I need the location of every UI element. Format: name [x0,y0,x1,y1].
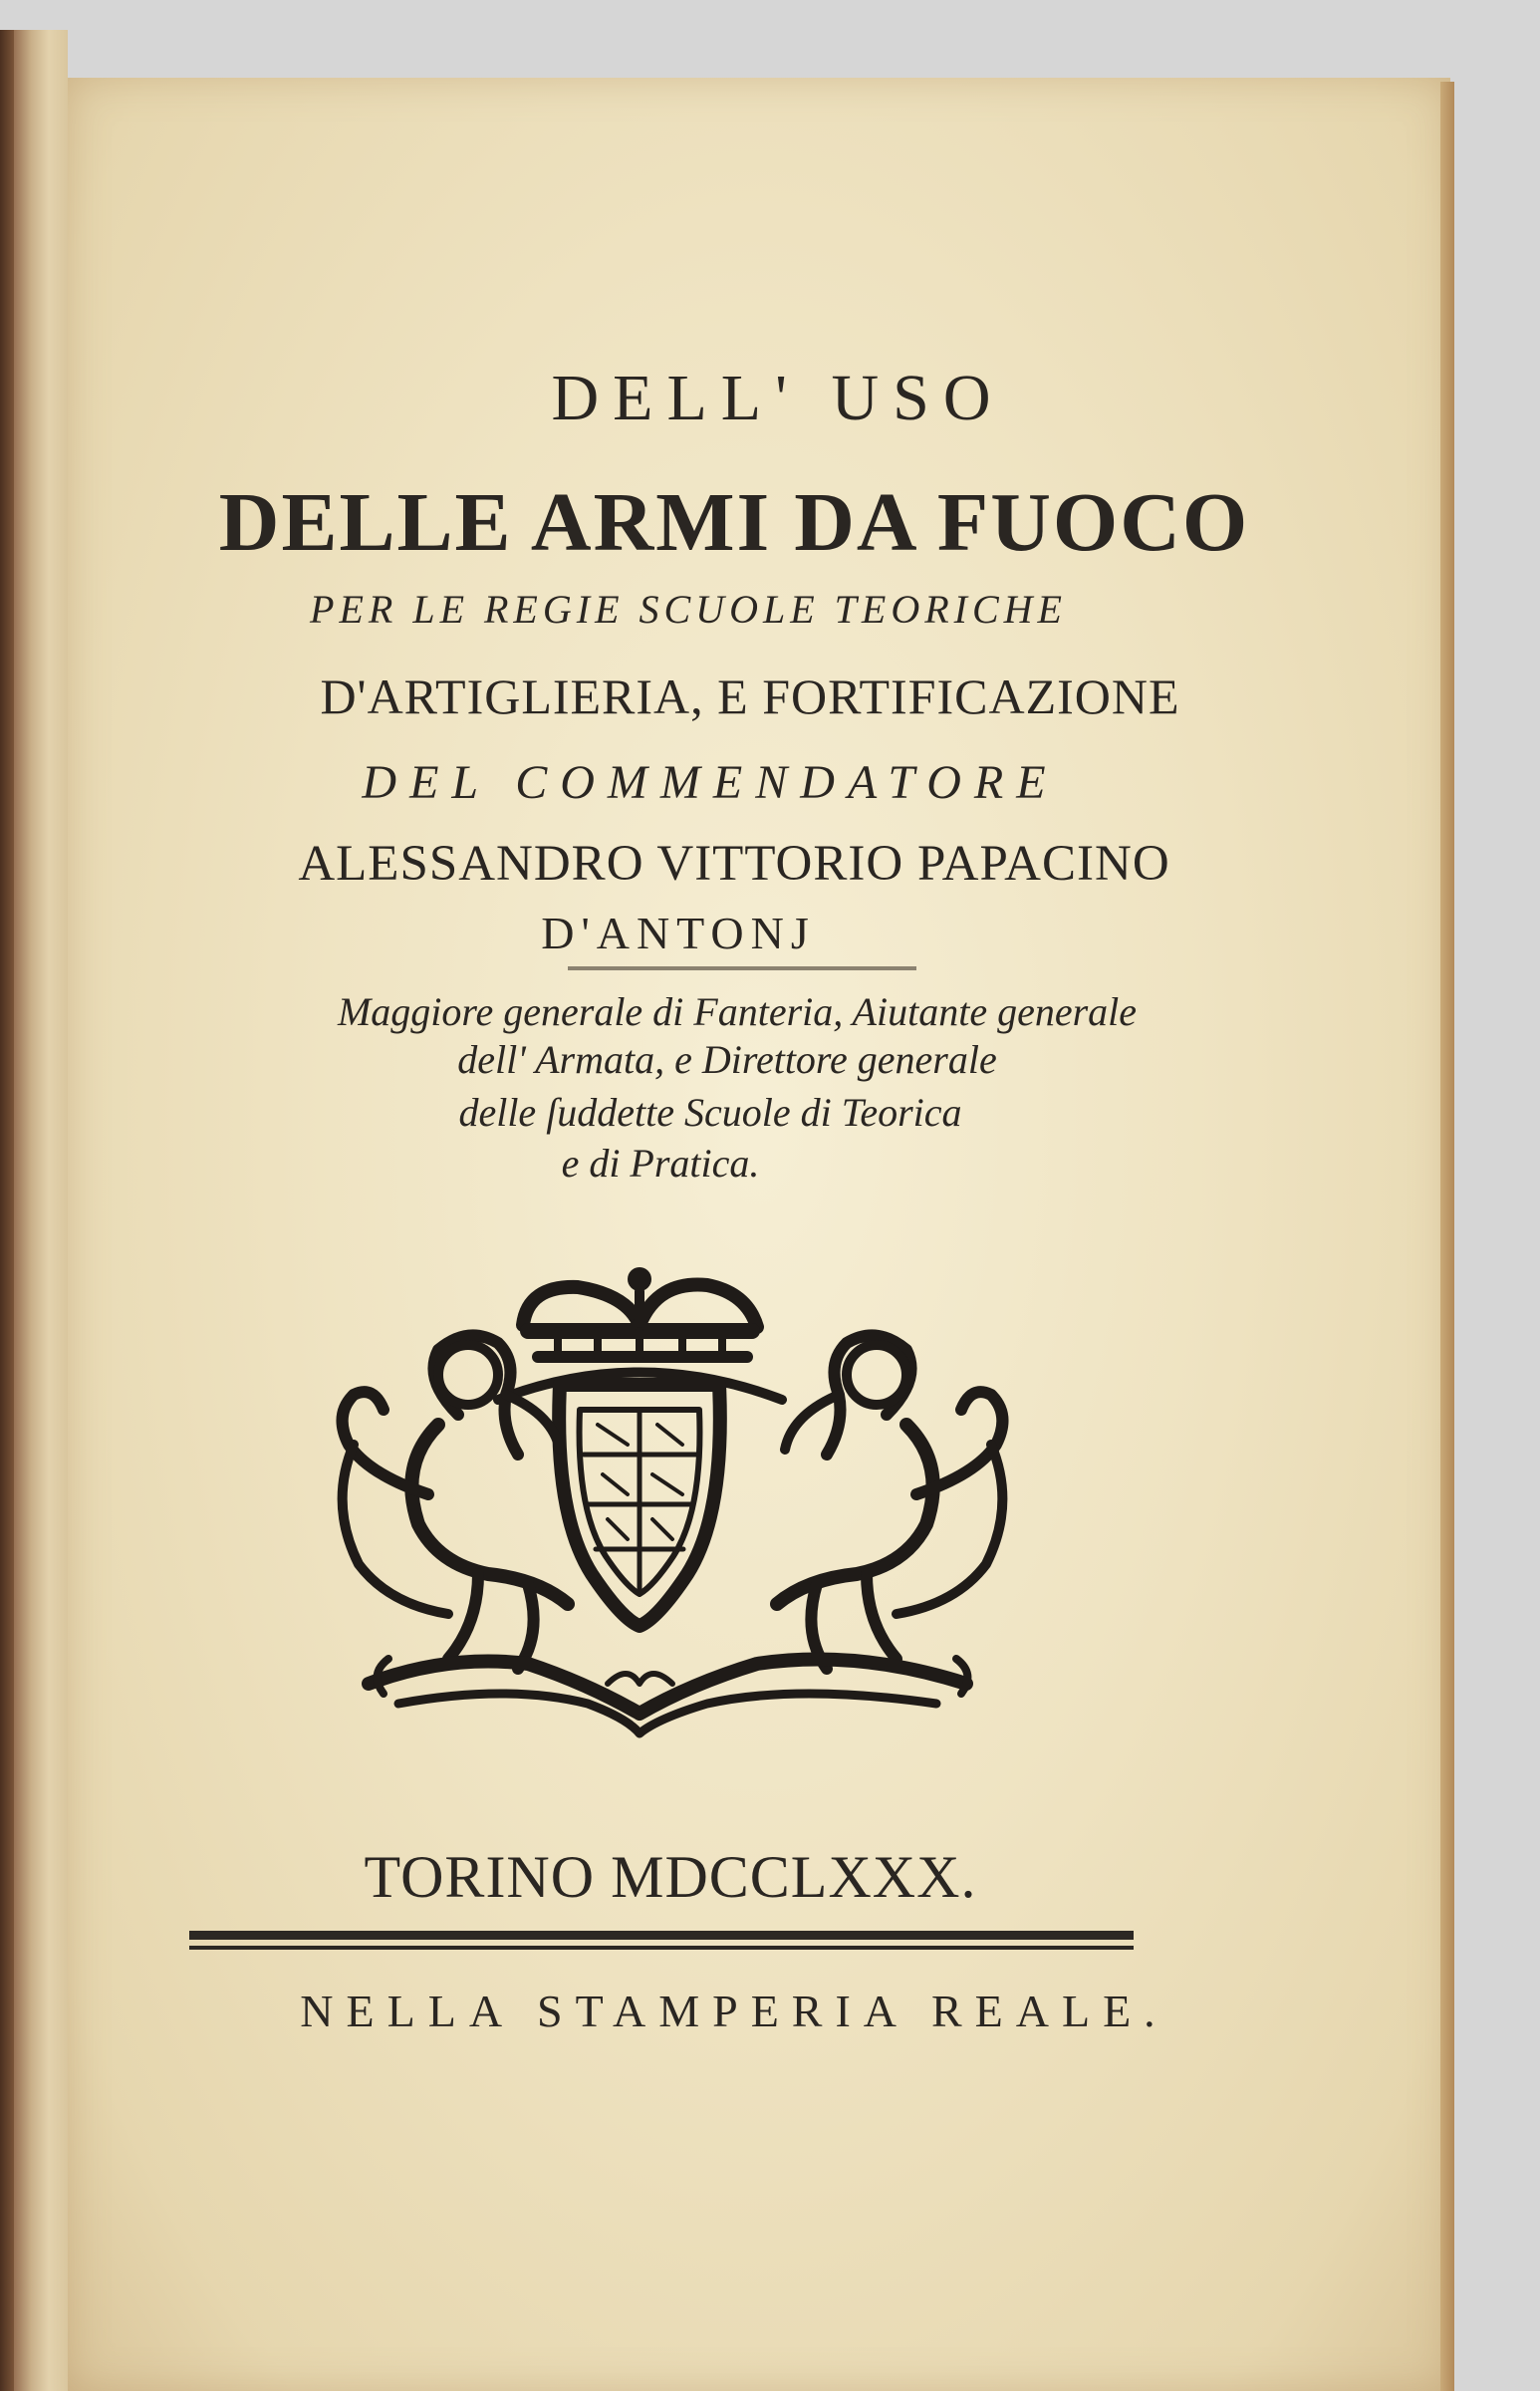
author-role-line: e di Pratica. [561,1141,760,1186]
royal-coat-of-arms-icon [329,1265,1016,1753]
author-role-line: delle ſuddette Scuole di Teorica [458,1090,962,1135]
name-underline [568,966,916,970]
author-prefix: DEL COMMENDATORE [362,756,1059,809]
author-role-line: Maggiore generale di Fanteria, Aiutante generale [337,989,1138,1034]
subtitle-line-2: D'ARTIGLIERIA, E FORTIFICAZIONE [320,668,1180,724]
title-line-2: DELLE ARMI DA FUOCO [218,476,1250,569]
rule-thick [189,1931,1134,1940]
title-line-1: DELL' USO [551,362,1005,434]
double-rule [189,1931,1134,1953]
author-name-line-2: D'ANTONJ [541,908,816,958]
author-role-line: dell' Armata, e Direttore generale [457,1037,997,1082]
printer-line: NELLA STAMPERIA REALE. [300,1986,1168,2036]
imprint-place-year: TORINO MDCCLXXX. [364,1844,977,1910]
subtitle-line-1: PER LE REGIE SCUOLE TEORICHE [310,587,1067,632]
author-name-line-1: ALESSANDRO VITTORIO PAPACINO [298,836,1170,892]
rule-thin [189,1946,1134,1950]
